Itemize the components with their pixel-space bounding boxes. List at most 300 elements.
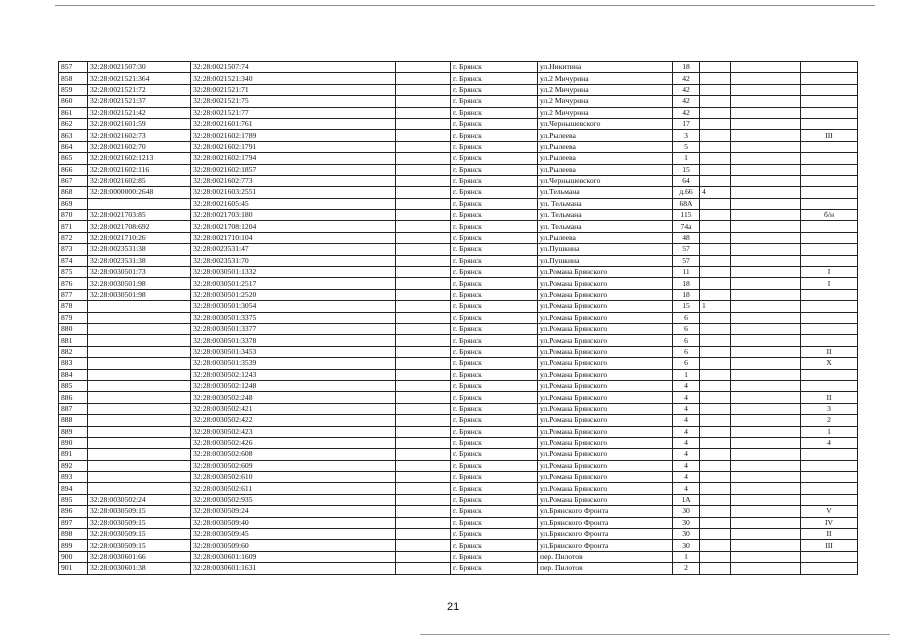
row-number-cell: 884 [59, 369, 88, 380]
premises-cell [801, 323, 858, 334]
city-cell: г. Брянск [451, 141, 538, 152]
row-number-cell: 886 [59, 392, 88, 403]
register-table [58, 61, 858, 575]
table-row [59, 517, 858, 528]
object-number-cell: 32:28:0021605:45 [191, 198, 396, 209]
city-cell: г. Брянск [451, 551, 538, 562]
empty-cell [396, 210, 451, 221]
object-number-cell: 32:28:0030502:426 [191, 437, 396, 448]
table-row [59, 278, 858, 289]
empty-cell [396, 460, 451, 471]
city-cell: г. Брянск [451, 187, 538, 198]
object-number-cell: 32:28:0030501:3377 [191, 323, 396, 334]
house-cell: 1 [673, 153, 700, 164]
row-number-cell: 876 [59, 278, 88, 289]
table-row [59, 506, 858, 517]
house-cell: 30 [673, 529, 700, 540]
building-cell [700, 460, 731, 471]
table-row [59, 210, 858, 221]
top-rule [55, 5, 875, 6]
row-number-cell: 857 [59, 62, 88, 73]
table-row [59, 392, 858, 403]
building-cell [700, 563, 731, 574]
cadastral-number-cell: 32:28:0021710:26 [88, 232, 191, 243]
city-cell: г. Брянск [451, 346, 538, 357]
empty-cell [731, 301, 801, 312]
street-cell: ул.Романа Брянского [538, 335, 673, 346]
table-row [59, 130, 858, 141]
object-number-cell: 32:28:0023531:47 [191, 244, 396, 255]
object-number-cell: 32:28:0023531:70 [191, 255, 396, 266]
cadastral-number-cell: 32:28:0023531:38 [88, 244, 191, 255]
building-cell [700, 244, 731, 255]
object-number-cell: 32:28:0030501:1332 [191, 267, 396, 278]
building-cell [700, 84, 731, 95]
street-cell: ул.Брянского Фронта [538, 529, 673, 540]
cadastral-number-cell [88, 415, 191, 426]
house-cell: 30 [673, 506, 700, 517]
empty-cell [731, 529, 801, 540]
premises-cell: II [801, 529, 858, 540]
row-number-cell: 889 [59, 426, 88, 437]
object-number-cell: 32:28:0021708:1204 [191, 221, 396, 232]
house-cell: 1 [673, 551, 700, 562]
row-number-cell: 893 [59, 472, 88, 483]
table-row [59, 244, 858, 255]
premises-cell: II [801, 392, 858, 403]
object-number-cell: 32:28:0030502:935 [191, 494, 396, 505]
empty-cell [731, 358, 801, 369]
city-cell: г. Брянск [451, 130, 538, 141]
house-cell: 2 [673, 563, 700, 574]
row-number-cell: 901 [59, 563, 88, 574]
object-number-cell: 32:28:0030501:2520 [191, 289, 396, 300]
building-cell: 1 [700, 301, 731, 312]
house-cell: 30 [673, 517, 700, 528]
premises-cell [801, 551, 858, 562]
house-cell: 68А [673, 198, 700, 209]
premises-cell: V [801, 506, 858, 517]
empty-cell [731, 323, 801, 334]
house-cell: 4 [673, 380, 700, 391]
cadastral-number-cell [88, 323, 191, 334]
object-number-cell: 32:28:0030501:2517 [191, 278, 396, 289]
empty-cell [396, 426, 451, 437]
table-row [59, 426, 858, 437]
row-number-cell: 866 [59, 164, 88, 175]
table-row [59, 335, 858, 346]
city-cell: г. Брянск [451, 472, 538, 483]
city-cell: г. Брянск [451, 540, 538, 551]
city-cell: г. Брянск [451, 335, 538, 346]
premises-cell: 1 [801, 426, 858, 437]
city-cell: г. Брянск [451, 210, 538, 221]
city-cell: г. Брянск [451, 62, 538, 73]
premises-cell: 4 [801, 437, 858, 448]
empty-cell [396, 551, 451, 562]
row-number-cell: 900 [59, 551, 88, 562]
object-number-cell: 32:28:0030601:1631 [191, 563, 396, 574]
street-cell: ул.Романа Брянского [538, 301, 673, 312]
house-cell: 15 [673, 301, 700, 312]
house-cell: 57 [673, 244, 700, 255]
cadastral-number-cell: 32:28:0021521:42 [88, 107, 191, 118]
object-number-cell: 32:28:0021521:340 [191, 73, 396, 84]
cadastral-number-cell: 32:28:0030601:38 [88, 563, 191, 574]
row-number-cell: 888 [59, 415, 88, 426]
object-number-cell: 32:28:0021602:1791 [191, 141, 396, 152]
table-row [59, 380, 858, 391]
building-cell [700, 232, 731, 243]
cadastral-number-cell: 32:28:0021602:70 [88, 141, 191, 152]
building-cell [700, 483, 731, 494]
building-cell [700, 289, 731, 300]
street-cell: ул.Чернышевского [538, 118, 673, 129]
empty-cell [396, 380, 451, 391]
cadastral-number-cell: 32:28:0000000:2648 [88, 187, 191, 198]
row-number-cell: 883 [59, 358, 88, 369]
empty-cell [731, 449, 801, 460]
city-cell: г. Брянск [451, 460, 538, 471]
row-number-cell: 892 [59, 460, 88, 471]
empty-cell [396, 323, 451, 334]
table-row [59, 187, 858, 198]
city-cell: г. Брянск [451, 107, 538, 118]
cadastral-number-cell: 32:28:0030509:15 [88, 540, 191, 551]
empty-cell [731, 551, 801, 562]
street-cell: ул.Брянского Фронта [538, 506, 673, 517]
empty-cell [396, 62, 451, 73]
empty-cell [731, 426, 801, 437]
empty-cell [396, 517, 451, 528]
cadastral-number-cell: 32:28:0030509:15 [88, 529, 191, 540]
empty-cell [396, 529, 451, 540]
city-cell: г. Брянск [451, 301, 538, 312]
object-number-cell: 32:28:0030501:3375 [191, 312, 396, 323]
table-row [59, 84, 858, 95]
cadastral-number-cell: 32:28:0030501:98 [88, 289, 191, 300]
row-number-cell: 885 [59, 380, 88, 391]
city-cell: г. Брянск [451, 506, 538, 517]
house-cell: 4 [673, 437, 700, 448]
table-row [59, 346, 858, 357]
city-cell: г. Брянск [451, 358, 538, 369]
empty-cell [396, 141, 451, 152]
row-number-cell: 870 [59, 210, 88, 221]
row-number-cell: 880 [59, 323, 88, 334]
empty-cell [396, 267, 451, 278]
cadastral-number-cell [88, 483, 191, 494]
premises-cell [801, 84, 858, 95]
row-number-cell: 891 [59, 449, 88, 460]
empty-cell [396, 96, 451, 107]
row-number-cell: 865 [59, 153, 88, 164]
table-row [59, 232, 858, 243]
row-number-cell: 863 [59, 130, 88, 141]
building-cell [700, 551, 731, 562]
row-number-cell: 871 [59, 221, 88, 232]
premises-cell [801, 244, 858, 255]
house-cell: 11 [673, 267, 700, 278]
object-number-cell: 32:28:0021603:2551 [191, 187, 396, 198]
building-cell [700, 392, 731, 403]
empty-cell [731, 210, 801, 221]
building-cell [700, 221, 731, 232]
object-number-cell: 32:28:0030509:45 [191, 529, 396, 540]
premises-cell [801, 369, 858, 380]
empty-cell [396, 335, 451, 346]
building-cell [700, 506, 731, 517]
house-cell: 4 [673, 426, 700, 437]
premises-cell [801, 73, 858, 84]
premises-cell [801, 335, 858, 346]
empty-cell [396, 187, 451, 198]
object-number-cell: 32:28:0021602:773 [191, 175, 396, 186]
building-cell [700, 415, 731, 426]
empty-cell [731, 118, 801, 129]
object-number-cell: 32:28:0030501:3378 [191, 335, 396, 346]
row-number-cell: 887 [59, 403, 88, 414]
street-cell: ул.Чернышевского [538, 175, 673, 186]
empty-cell [731, 403, 801, 414]
empty-cell [731, 472, 801, 483]
building-cell [700, 153, 731, 164]
empty-cell [396, 540, 451, 551]
empty-cell [731, 84, 801, 95]
cadastral-number-cell: 32:28:0021521:364 [88, 73, 191, 84]
empty-cell [731, 540, 801, 551]
city-cell: г. Брянск [451, 392, 538, 403]
building-cell [700, 255, 731, 266]
house-cell: 5 [673, 141, 700, 152]
street-cell: ул. Тельмана [538, 210, 673, 221]
premises-cell: I [801, 267, 858, 278]
street-cell: ул.2 Мичурина [538, 107, 673, 118]
premises-cell [801, 563, 858, 574]
street-cell: ул.Романа Брянского [538, 415, 673, 426]
object-number-cell: 32:28:0021602:1794 [191, 153, 396, 164]
city-cell: г. Брянск [451, 267, 538, 278]
object-number-cell: 32:28:0030509:24 [191, 506, 396, 517]
row-number-cell: 874 [59, 255, 88, 266]
street-cell: ул.Романа Брянского [538, 392, 673, 403]
table-row [59, 289, 858, 300]
empty-cell [731, 73, 801, 84]
house-cell: 42 [673, 73, 700, 84]
house-cell: 1А [673, 494, 700, 505]
premises-cell [801, 221, 858, 232]
empty-cell [731, 278, 801, 289]
empty-cell [731, 437, 801, 448]
table-row [59, 483, 858, 494]
building-cell [700, 164, 731, 175]
house-cell: 48 [673, 232, 700, 243]
cadastral-number-cell [88, 346, 191, 357]
city-cell: г. Брянск [451, 221, 538, 232]
street-cell: ул. Тельмана [538, 198, 673, 209]
city-cell: г. Брянск [451, 118, 538, 129]
row-number-cell: 896 [59, 506, 88, 517]
city-cell: г. Брянск [451, 244, 538, 255]
cadastral-number-cell [88, 301, 191, 312]
building-cell [700, 141, 731, 152]
building-cell [700, 426, 731, 437]
house-cell: 15 [673, 164, 700, 175]
empty-cell [396, 358, 451, 369]
row-number-cell: 881 [59, 335, 88, 346]
object-number-cell: 32:28:0030502:610 [191, 472, 396, 483]
empty-cell [731, 107, 801, 118]
empty-cell [396, 392, 451, 403]
building-cell [700, 358, 731, 369]
house-cell: 42 [673, 84, 700, 95]
table-row [59, 449, 858, 460]
table-row [59, 540, 858, 551]
city-cell: г. Брянск [451, 84, 538, 95]
street-cell: ул.Рылеева [538, 164, 673, 175]
object-number-cell: 32:28:0021710:104 [191, 232, 396, 243]
cadastral-number-cell: 32:28:0021602:1213 [88, 153, 191, 164]
cadastral-number-cell: 32:28:0021602:85 [88, 175, 191, 186]
street-cell: ул.Романа Брянского [538, 267, 673, 278]
table-row [59, 118, 858, 129]
cadastral-number-cell [88, 198, 191, 209]
house-cell: 6 [673, 358, 700, 369]
city-cell: г. Брянск [451, 415, 538, 426]
premises-cell [801, 301, 858, 312]
street-cell: ул.Брянского Фронта [538, 540, 673, 551]
city-cell: г. Брянск [451, 278, 538, 289]
building-cell [700, 437, 731, 448]
street-cell: ул.2 Мичурина [538, 96, 673, 107]
row-number-cell: 877 [59, 289, 88, 300]
city-cell: г. Брянск [451, 437, 538, 448]
house-cell: 30 [673, 540, 700, 551]
table-row [59, 153, 858, 164]
house-cell: 3 [673, 130, 700, 141]
street-cell: ул.Никитина [538, 62, 673, 73]
empty-cell [396, 244, 451, 255]
row-number-cell: 897 [59, 517, 88, 528]
empty-cell [396, 221, 451, 232]
premises-cell [801, 175, 858, 186]
premises-cell: I [801, 278, 858, 289]
cadastral-number-cell [88, 437, 191, 448]
empty-cell [396, 278, 451, 289]
cadastral-number-cell: 32:28:0021703:85 [88, 210, 191, 221]
table-row [59, 62, 858, 73]
empty-cell [731, 164, 801, 175]
object-number-cell: 32:28:0021521:75 [191, 96, 396, 107]
street-cell: ул.Тельмана [538, 187, 673, 198]
table-row [59, 472, 858, 483]
premises-cell: 3 [801, 403, 858, 414]
city-cell: г. Брянск [451, 164, 538, 175]
empty-cell [731, 187, 801, 198]
building-cell [700, 529, 731, 540]
house-cell: 6 [673, 346, 700, 357]
premises-cell: III [801, 130, 858, 141]
empty-cell [396, 312, 451, 323]
cadastral-number-cell: 32:28:0021507:30 [88, 62, 191, 73]
house-cell: 18 [673, 289, 700, 300]
building-cell [700, 335, 731, 346]
object-number-cell: 32:28:0030502:1243 [191, 369, 396, 380]
house-cell: 4 [673, 449, 700, 460]
house-cell: 4 [673, 460, 700, 471]
premises-cell [801, 460, 858, 471]
row-number-cell: 868 [59, 187, 88, 198]
street-cell: ул.Рылеева [538, 141, 673, 152]
cadastral-number-cell: 32:28:0021521:72 [88, 84, 191, 95]
building-cell [700, 403, 731, 414]
city-cell: г. Брянск [451, 369, 538, 380]
house-cell: д.66 [673, 187, 700, 198]
city-cell: г. Брянск [451, 494, 538, 505]
empty-cell [396, 449, 451, 460]
premises-cell [801, 153, 858, 164]
empty-cell [731, 460, 801, 471]
empty-cell [731, 289, 801, 300]
house-cell: 1 [673, 369, 700, 380]
empty-cell [396, 73, 451, 84]
premises-cell [801, 118, 858, 129]
cadastral-number-cell: 32:28:0021602:116 [88, 164, 191, 175]
table-row [59, 551, 858, 562]
empty-cell [396, 198, 451, 209]
building-cell [700, 96, 731, 107]
street-cell: ул.Романа Брянского [538, 323, 673, 334]
house-cell: 6 [673, 312, 700, 323]
city-cell: г. Брянск [451, 198, 538, 209]
cadastral-number-cell [88, 358, 191, 369]
house-cell: 4 [673, 472, 700, 483]
table-row [59, 460, 858, 471]
street-cell: ул.Романа Брянского [538, 278, 673, 289]
house-cell: 64 [673, 175, 700, 186]
city-cell: г. Брянск [451, 96, 538, 107]
empty-cell [731, 267, 801, 278]
city-cell: г. Брянск [451, 403, 538, 414]
table-row [59, 312, 858, 323]
cadastral-number-cell: 32:28:0030501:73 [88, 267, 191, 278]
table-row [59, 358, 858, 369]
city-cell: г. Брянск [451, 426, 538, 437]
premises-cell: б/н [801, 210, 858, 221]
row-number-cell: 862 [59, 118, 88, 129]
building-cell [700, 278, 731, 289]
table-row [59, 267, 858, 278]
object-number-cell: 32:28:0030501:3539 [191, 358, 396, 369]
cadastral-number-cell [88, 426, 191, 437]
table-row [59, 141, 858, 152]
empty-cell [731, 153, 801, 164]
street-cell: ул.Романа Брянского [538, 380, 673, 391]
building-cell: 4 [700, 187, 731, 198]
table-row [59, 494, 858, 505]
empty-cell [396, 255, 451, 266]
bottom-rule [420, 634, 890, 635]
table-row [59, 403, 858, 414]
row-number-cell: 894 [59, 483, 88, 494]
premises-cell: II [801, 346, 858, 357]
empty-cell [731, 380, 801, 391]
building-cell [700, 312, 731, 323]
empty-cell [731, 563, 801, 574]
city-cell: г. Брянск [451, 517, 538, 528]
table-row [59, 198, 858, 209]
object-number-cell: 32:28:0030501:3054 [191, 301, 396, 312]
